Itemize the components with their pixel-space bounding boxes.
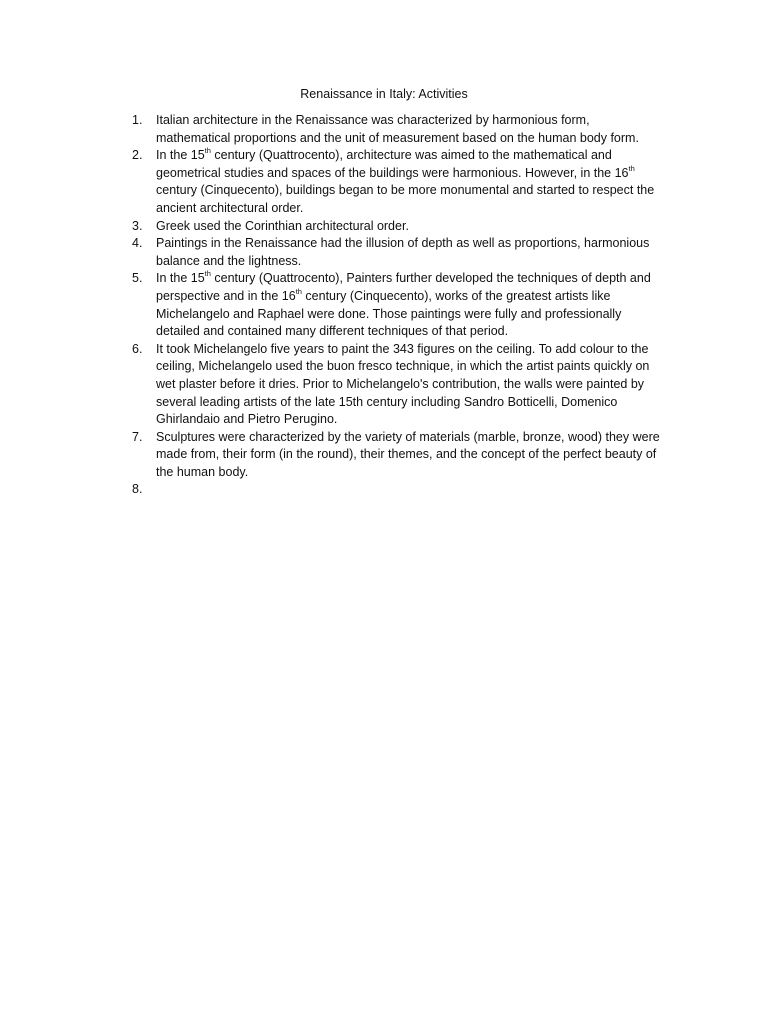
superscript: th [204, 146, 211, 156]
list-item-text [156, 235, 662, 270]
list-item-number: 7. [132, 429, 143, 444]
superscript: th [295, 286, 302, 296]
list-item-text[interactable] [156, 481, 662, 499]
list-item [132, 341, 662, 429]
text-run: century (Quattrocento), Painters further developed the techniques of depth and perspective and in the 16 [156, 271, 651, 303]
list-item-number: 8. [132, 482, 143, 497]
text-run: It took Michelangelo five years to paint the 343 figures on the ceiling. To add colour to the ceiling, Michelangelo used the buon fresco technique, in which the artist paints quickly on wet plaster before it dries. Prior to Michelangelo's contribution, the walls were painted by several leading artists of the late 15th century including Sandro Botticelli, Domenico Ghirlandaio and Pietro Perugino. [156, 341, 650, 427]
list-item [132, 429, 662, 482]
list-item[interactable] [132, 481, 662, 499]
text-run: Italian architecture in the Renaissance was characterized by harmonious form, mathematical proportions and the unit of measurement based on the human body form. [156, 113, 639, 145]
text-run: Paintings in the Renaissance had the illusion of depth as well as proportions, harmonious balance and the lightness. [156, 236, 650, 268]
text-run: In the 15 [156, 271, 205, 286]
list-item-number: 3. [132, 218, 143, 233]
list-item-text [156, 218, 662, 236]
text-run: century (Quattrocento), architecture was aimed to the mathematical and geometrical studies and spaces of the buildings were harmonious. However, in the 16 [156, 148, 629, 180]
list-item-text [156, 270, 662, 340]
list-item-text [156, 429, 662, 482]
list-item-number: 2. [132, 148, 143, 163]
list-item-number: 1. [132, 113, 143, 127]
list-item-text [156, 112, 662, 147]
document-title: Renaissance in Italy: Activities [300, 87, 468, 101]
activity-list [132, 112, 662, 499]
superscript: th [628, 163, 635, 173]
list-item [132, 270, 662, 340]
list-item-number: 6. [132, 341, 143, 356]
list-item-number: 5. [132, 271, 143, 286]
text-run: century (Cinquecento), buildings began to be more monumental and started to respect the ancient architectural order. [156, 183, 655, 215]
list-item [132, 147, 662, 217]
text-run: In the 15 [156, 148, 205, 163]
superscript: th [204, 269, 211, 279]
text-run: Sculptures were characterized by the variety of materials (marble, bronze, wood) they were made from, their form (in the round), their themes, and the concept of the perfect beauty of the human body. [156, 429, 660, 479]
list-item [132, 235, 662, 270]
list-item-number: 4. [132, 236, 143, 251]
text-run: Greek used the Corinthian architectural order. [156, 218, 409, 233]
list-item-text [156, 341, 662, 429]
list-item [132, 112, 662, 147]
list-item [132, 218, 662, 236]
list-item-text [156, 147, 662, 217]
text-run: century (Cinquecento), works of the greatest artists like Michelangelo and Raphael were done. Those paintings were fully and professionally detailed and contained many different techniques of that period. [156, 288, 622, 339]
